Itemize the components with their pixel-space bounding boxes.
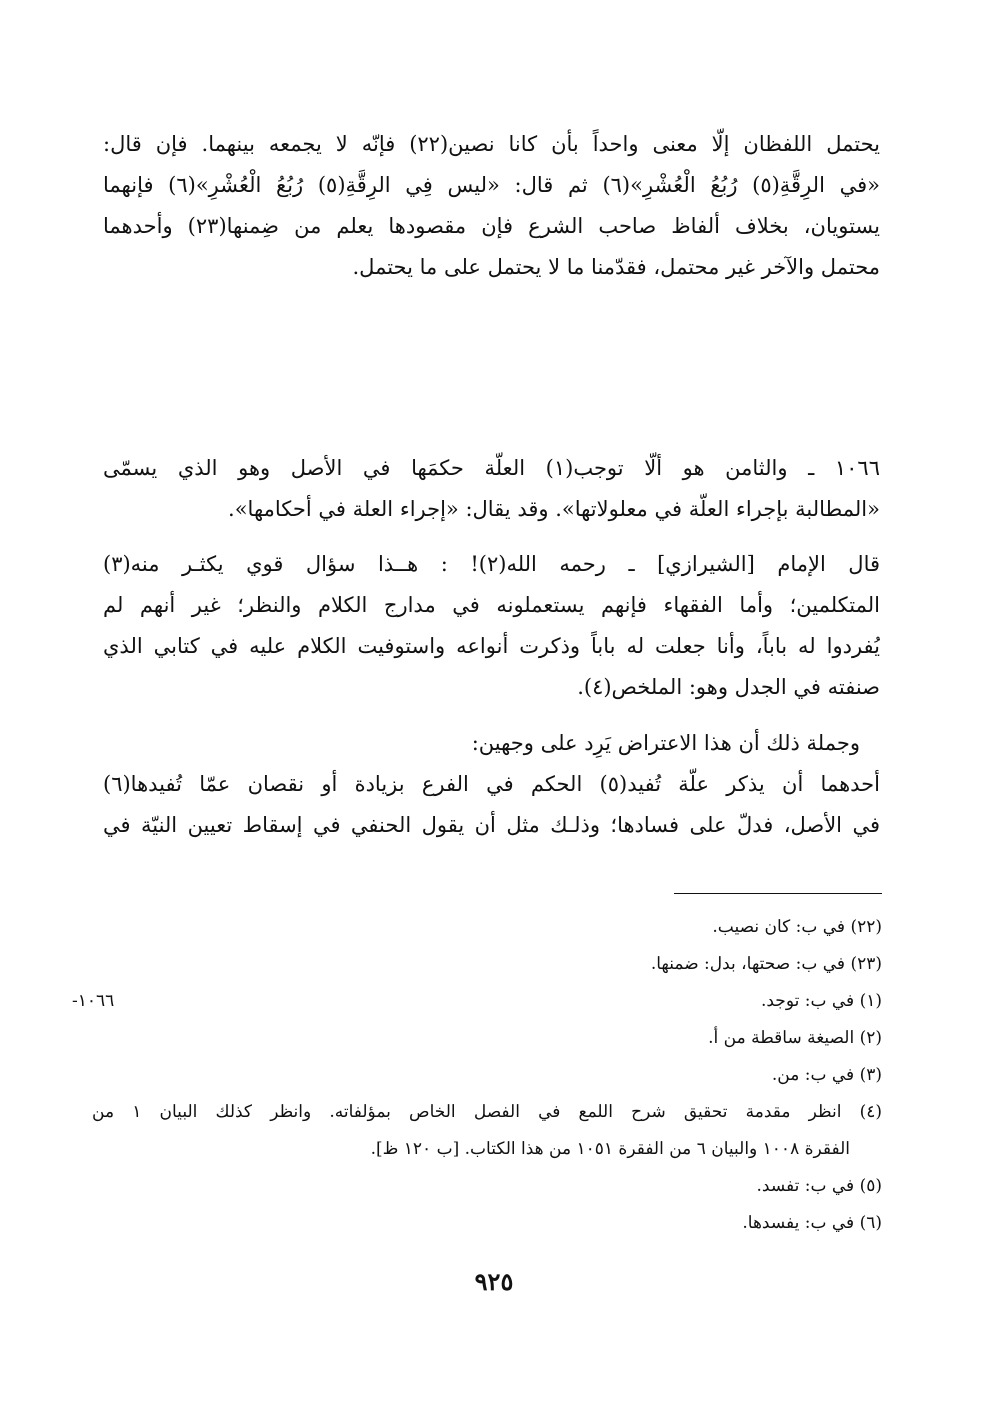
footnote-separator [674, 893, 882, 894]
text-line: صنفته في الجدل وهو: الملخص(٤). [577, 675, 880, 699]
text-line: ١٠٦٦ ـ والثامن هو ألّا توجب(١) العلّة حكمَها في الأصل وهو الذي يسمّى [103, 456, 880, 480]
footnote: (٣) في ب: من. [771, 1065, 882, 1085]
footnote: (٢٣) في ب: صحتها، بدل: ضمنها. [650, 954, 882, 974]
text-line: يستويان، بخلاف ألفاظ صاحب الشرع فإن مقصودها يعلم من ضِمنها(٢٣) وأحدهما [103, 214, 880, 238]
footnote: (٥) في ب: تفسد. [756, 1176, 882, 1196]
footnote-paragraph-ref: ١٠٦٦- [72, 991, 115, 1011]
text-line: «في الرِقَّةِ(٥) رُبُعُ الْعُشْرِ»(٦) ثم قال: «ليس فِي الرِقَّةِ(٥) رُبُعُ الْعُشْرِ»(٦) فإنهما [103, 173, 880, 197]
footnote: (٢٢) في ب: كان نصيب. [712, 917, 882, 937]
text-line: يُفردوا له باباً، وأنا جعلت له باباً وذكرت أنواعه واستوفيت الكلام عليه في كتابي الذي [103, 634, 880, 658]
text-line: أحدهما أن يذكر علّة تُفيد(٥) الحكم في الفرع بزيادة أو نقصان عمّا تُفيدها(٦) [103, 772, 880, 796]
text-line: محتمل والآخر غير محتمل، فقدّمنا ما لا يحتمل على ما يحتمل. [352, 255, 880, 279]
footnote: (٦) في ب: يفسدها. [742, 1213, 882, 1233]
text-line: «المطالبة بإجراء العلّة في معلولاتها». وقد يقال: «إجراء العلة في أحكامها». [228, 497, 880, 521]
text-line: في الأصل، فدلّ على فسادها؛ وذلـك مثل أن يقول الحنفي في إسقاط تعيين النيّة في [103, 813, 880, 837]
page-number: ٩٢٥ [474, 1267, 514, 1296]
text-line: المتكلمين؛ وأما الفقهاء فإنهم يستعملونه في مدارج الكلام والنظر؛ غير أنهم لم [103, 593, 880, 617]
footnote: (٤) انظر مقدمة تحقيق شرح اللمع في الفصل الخاص بمؤلفاته. وانظر كذلك البيان ١ من [92, 1102, 882, 1122]
text-line: يحتمل اللفظان إلّا معنى واحداً بأن كانا نصين(٢٢) فإنّه لا يجمعه بينهما. فإن قال: [103, 132, 880, 156]
footnote: (١) في ب: توجد. [760, 991, 882, 1011]
footnote: (٢) الصيغة ساقطة من أ. [708, 1028, 882, 1048]
footnote-continuation: الفقرة ١٠٠٨ والبيان ٦ من الفقرة ١٠٥١ من هذا الكتاب. [ب ١٢٠ ظ]. [370, 1139, 850, 1159]
text-line: قال الإمام [الشيرازي] ـ رحمه الله(٢)! : هــذا سؤال قوي يكثـر منه(٣) [103, 552, 880, 576]
text-line: وجملة ذلك أن هذا الاعتراض يَرِد على وجهين: [471, 731, 860, 755]
